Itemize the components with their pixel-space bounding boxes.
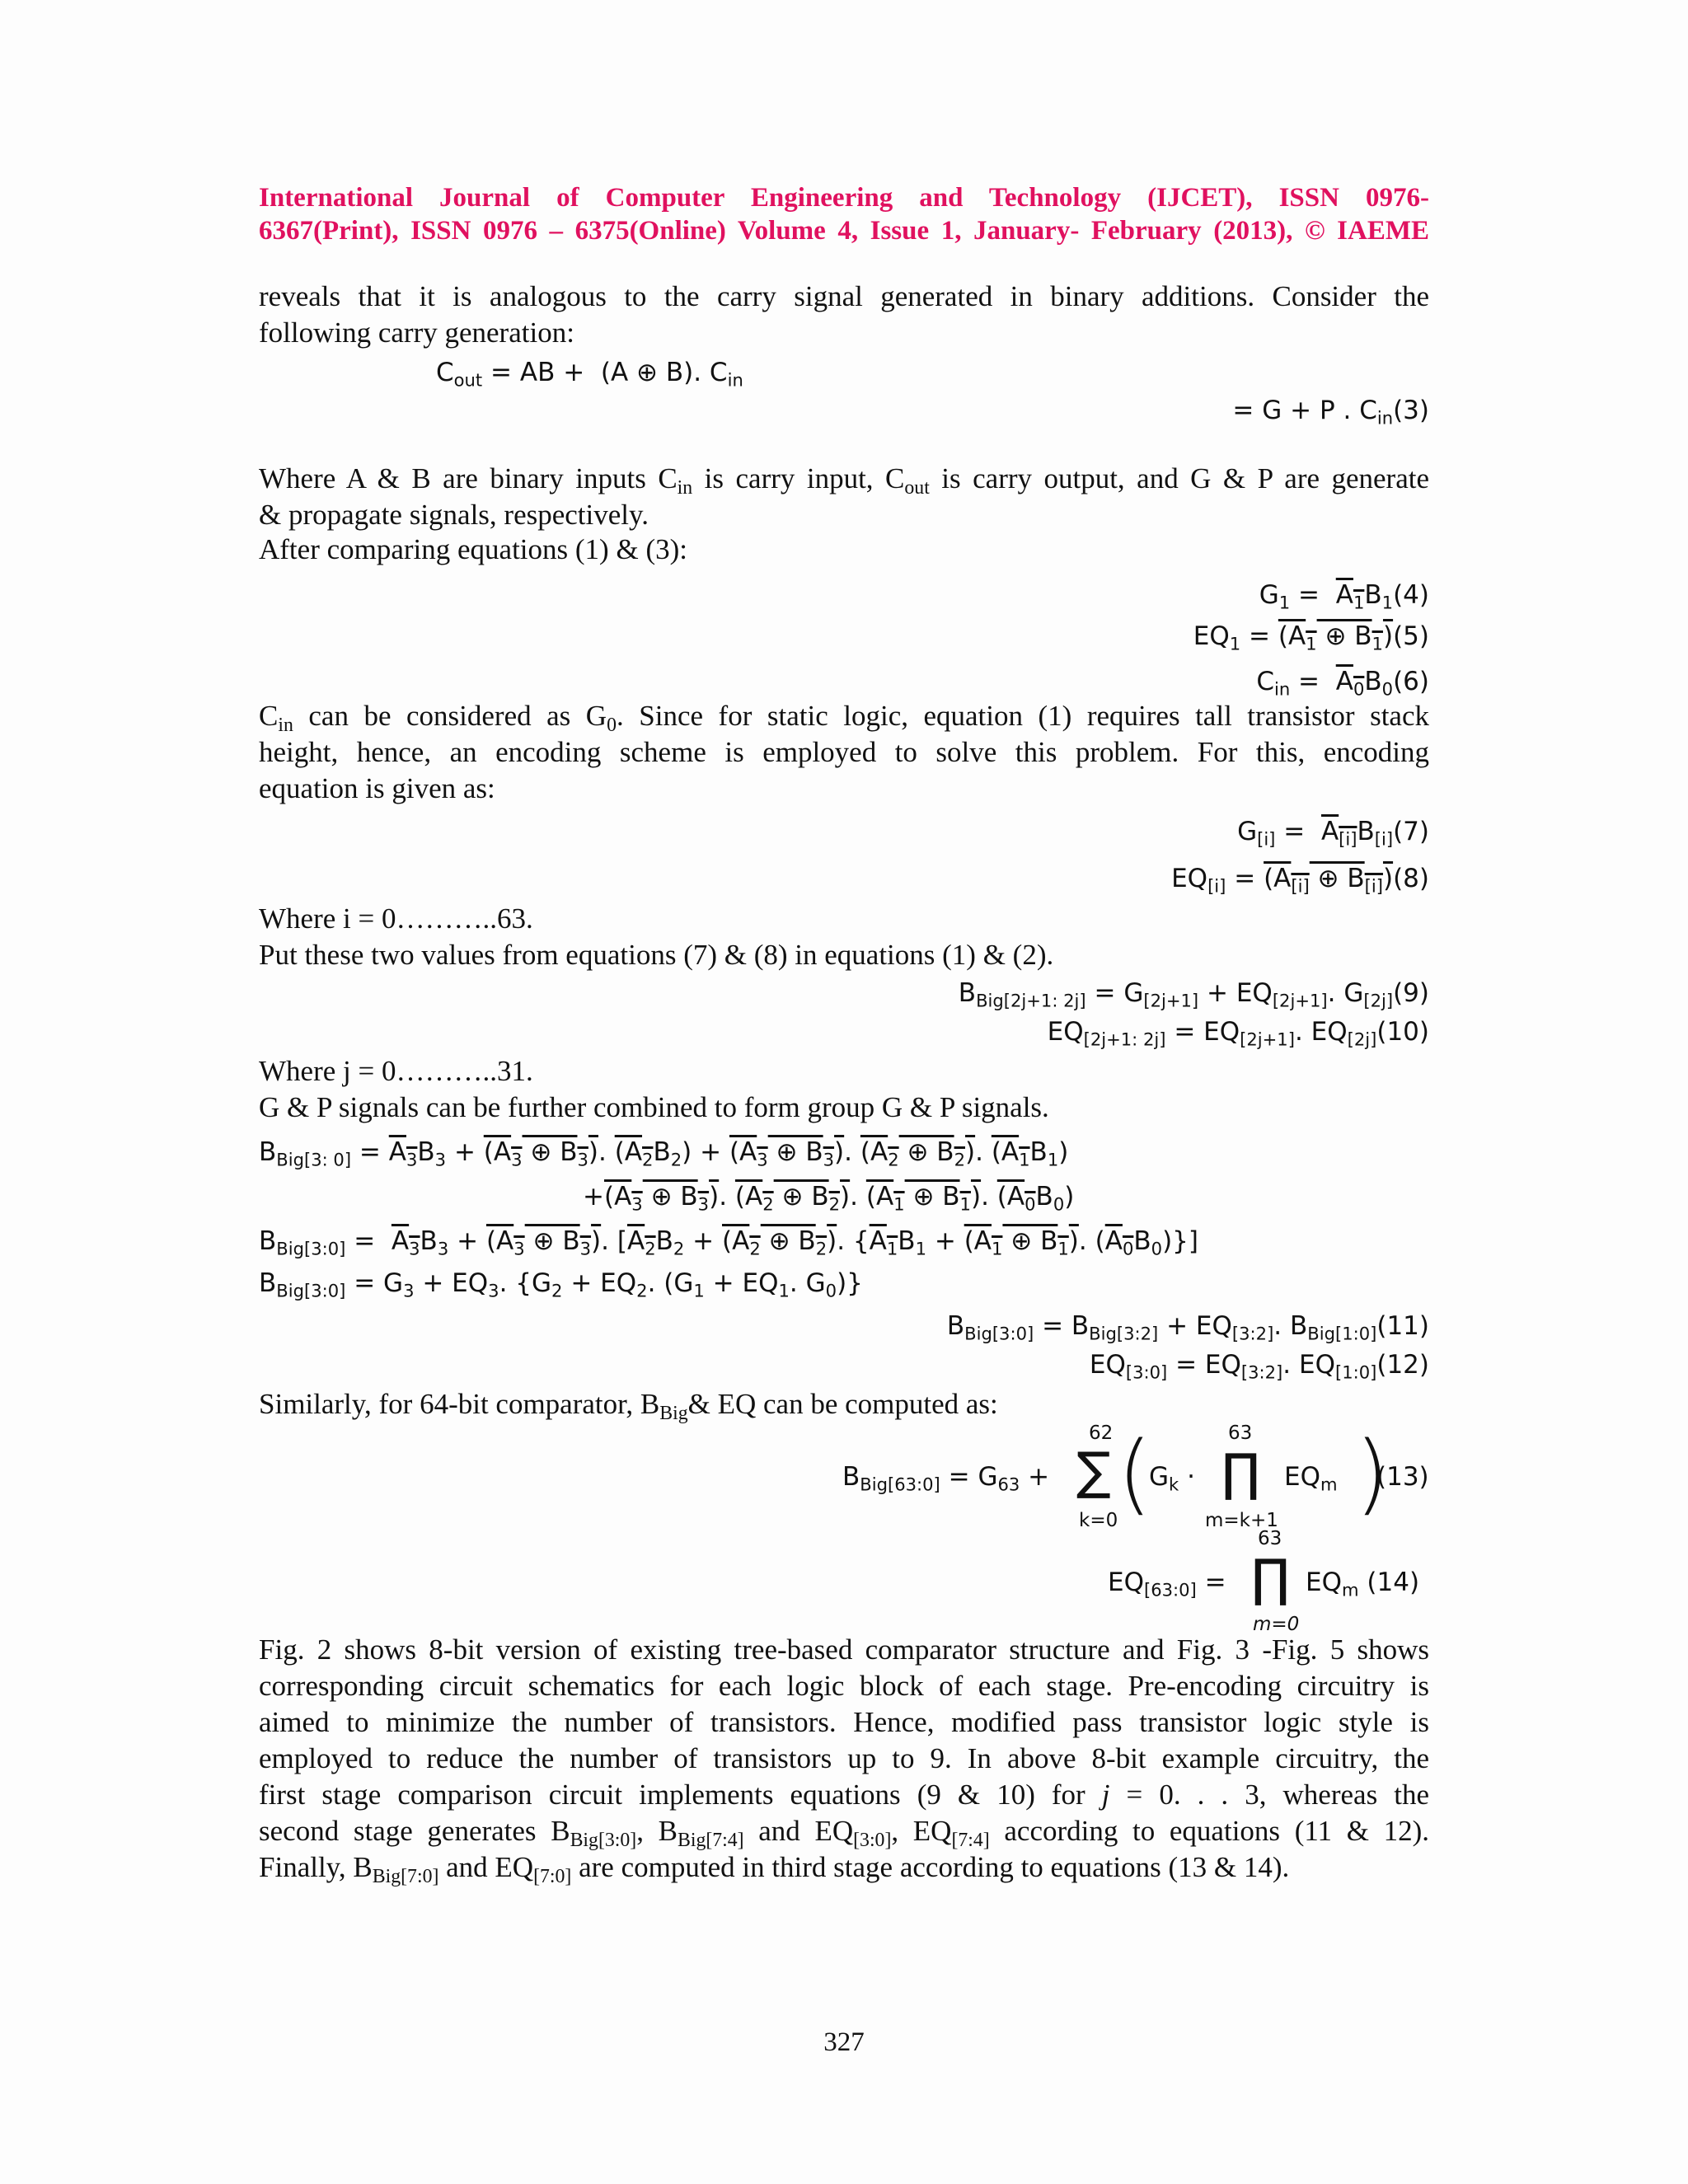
equation-3: = G + P . $C_{in}(3)$ <box>1232 396 1429 429</box>
group-equation-1b: $+(A_3$ ⊕ $B_3$). ($A_2$ ⊕ $B_2$). ($A_1$ ⊕ $B_1$). $(A_0B_0)$ <box>583 1182 1075 1215</box>
paragraph-10-line-5: first stage comparison circuit implements equations (9 & 10) for j = 0. . . 3, whereas the <box>259 1779 1429 1811</box>
paragraph-4-line-1: $C_{in}$ can be considered as $G_0$. Since for static logic, equation (1) requires tall transistor stack <box>259 700 1429 737</box>
equation-13-number: (13) <box>1376 1462 1429 1492</box>
product-13-symbol: ∏ <box>1221 1442 1260 1502</box>
product-13-lower-limit: m=k+1 <box>1205 1510 1278 1531</box>
paragraph-10-line-2: corresponding circuit schematics for each logic block of each stage. Pre-encoding circuitry is <box>259 1670 1429 1702</box>
product-14-symbol: ∏ <box>1251 1548 1290 1608</box>
equation-5: $EQ_1 = (A_1$ ⊕ $B_1)(5)$ <box>1193 621 1429 654</box>
paragraph-10-line-3: aimed to minimize the number of transistors. Hence, modified pass transistor logic style is <box>259 1706 1429 1738</box>
paragraph-10-line-1: Fig. 2 shows 8-bit version of existing tree-based comparator structure and Fig. 3 -Fig. 5 shows <box>259 1633 1429 1666</box>
group-equation-3: $B_{Big[3:0]} = G_3 + EQ_3$. {$G_2 + EQ_2$. ($G_1 + EQ_1$. $G_0$)} <box>259 1268 863 1301</box>
journal-header <box>259 181 1429 247</box>
paragraph-4-line-2: height, hence, an encoding scheme is employed to solve this problem. For this, encoding <box>259 736 1429 768</box>
sum-upper-limit: 62 <box>1089 1422 1114 1444</box>
paragraph-4-line-3: equation is given as: <box>259 772 495 804</box>
paragraph-9: Similarly, for 64-bit comparator, $B_{Big}\&$ EQ can be computed as: <box>259 1388 998 1425</box>
sum-lower-limit: k=0 <box>1079 1510 1118 1531</box>
product-13-upper-limit: 63 <box>1228 1422 1253 1444</box>
paragraph-5: Where i = 0………..63. <box>259 902 533 935</box>
paragraph-3: After comparing equations (1) & (3): <box>259 533 687 565</box>
equation-8: $EQ_{[i]} = (A_{[i]}$ ⊕ $B_{[i]})(8)$ <box>1171 864 1429 897</box>
product-14-lower-limit: m=0 <box>1253 1614 1300 1635</box>
paragraph-6: Put these two values from equations (7) & (8) in equations (1) & (2). <box>259 939 1054 971</box>
header-line-2: 6367(Print), ISSN 0976 – 6375(Online) Volume 4, Issue 1, January- February (2013), © IAEME <box>259 216 1429 246</box>
paragraph-10-line-6: second stage generates $B_{Big[3:0]}$, $B_{Big[7:4]}$ and $EQ_{[3:0]}$, $EQ_{[7:4]}$ according to equations (11 & 12). <box>259 1815 1429 1852</box>
paragraph-10-line-4: employed to reduce the number of transistors up to 9. In above 8-bit example circuitry, the <box>259 1742 1429 1774</box>
equation-7: $G_{[i]} = A_{[i]}B_{[i]}(7)$ <box>1237 817 1429 850</box>
group-equation-2: $B_{Big[3:0]} = A_3B_3 + (A_3$ ⊕ $B_3$). [$A_2B_2 + (A_2$ ⊕ $B_2$). {$A_1B_1 + (A_1$ ⊕ $B_1$). $(A_0B_0)$}] <box>259 1226 1198 1259</box>
equation-12: $EQ_{[3:0]} = EQ_{[3:2]}$. $EQ_{[1:0]}(12)$ <box>1089 1350 1429 1383</box>
page-number: 327 <box>823 2027 865 2057</box>
equation-6: $C_{in} = A_0B_0(6)$ <box>1256 667 1429 700</box>
summation-symbol: ∑ <box>1076 1441 1111 1501</box>
header-line-1: International Journal of Computer Engineering and Technology (IJCET), ISSN 0976- <box>259 183 1429 213</box>
paragraph-10-line-7: Finally, $B_{Big[7:0]}$ and $EQ_{[7:0]}$ are computed in third stage according to equations (13 & 14). <box>259 1851 1290 1888</box>
paragraph-2-line-2: & propagate signals, respectively. <box>259 499 649 531</box>
product-14-upper-limit: 63 <box>1258 1528 1282 1549</box>
paragraph-7: Where j = 0………..31. <box>259 1055 533 1087</box>
paragraph-1-line-2: following carry generation: <box>259 316 574 349</box>
paragraph-8: G & P signals can be further combined to form group G & P signals. <box>259 1091 1049 1123</box>
paragraph-1-line-1: reveals that it is analogous to the carry signal generated in binary additions. Consider the <box>259 280 1429 312</box>
equation-9: $B_{Big[2j+1: 2j]} = G_{[2j+1]} + EQ_{[2j+1]}$. $G_{[2j]}(9)$ <box>958 978 1429 1011</box>
paragraph-2-line-1: Where A & B are binary inputs $C_{in}$ is carry input, $C_{out}$ is carry output, and G & P are generate <box>259 462 1430 499</box>
carry-equation: $C_{out}$ = AB + (A ⊕ B). $C_{in}$ <box>436 358 743 391</box>
equation-11: $B_{Big[3:0]} = B_{Big[3:2]} + EQ_{[3:2]}$. $B_{Big[1:0]}(11)$ <box>946 1311 1429 1344</box>
equation-3-number: (3) <box>1393 396 1429 425</box>
equation-10: $EQ_{[2j+1: 2j]} = EQ_{[2j+1]}$. $EQ_{[2j]}(10)$ <box>1047 1017 1429 1050</box>
group-equation-1a: $B_{Big[3: 0]} = A_3B_3 + (A_3$ ⊕ $B_3$). $(A_2B_2) + (A_3$ ⊕ $B_3$). ($A_2$ ⊕ $B_2$). $(A_1B_1)$ <box>259 1137 1069 1170</box>
equation-4: $G_1 = A_1B_1(4)$ <box>1259 580 1429 613</box>
